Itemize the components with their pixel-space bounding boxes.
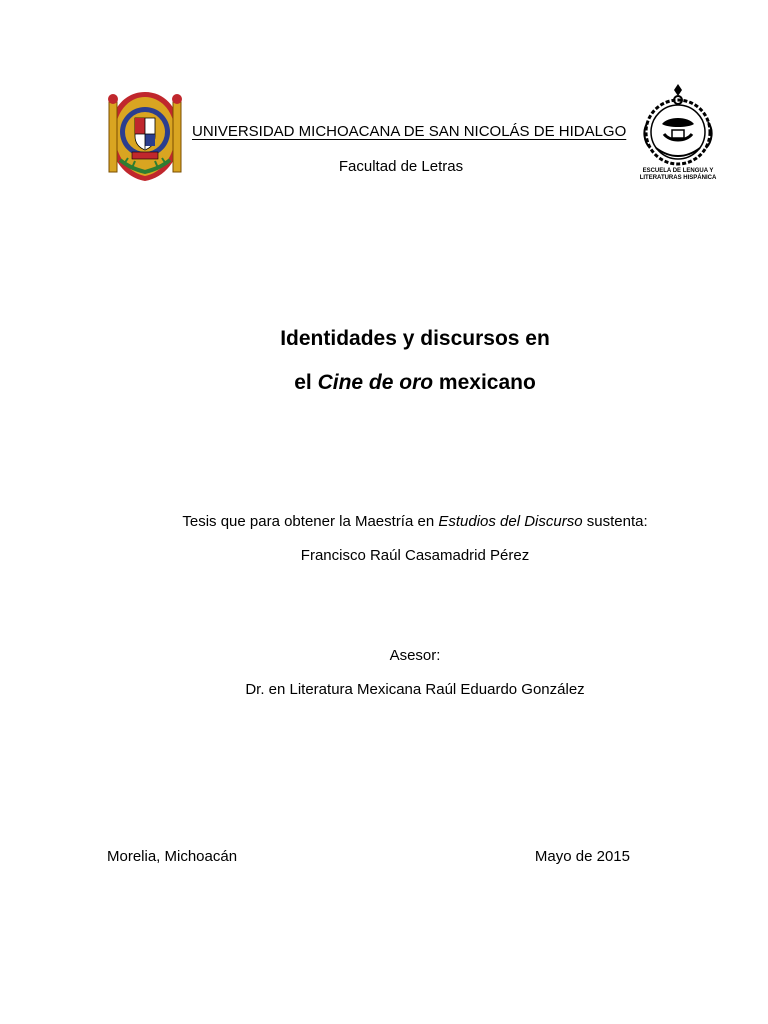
title-line2-italic: Cine de oro — [317, 371, 434, 394]
university-crest-icon — [104, 88, 186, 184]
title-line2-post: mexicano — [433, 371, 536, 394]
seal-caption-line1: ESCUELA DE LENGUA Y — [642, 168, 714, 174]
thesis-statement-pre: Tesis que para obtener la Maestría en — [182, 513, 439, 530]
author-name: Francisco Raúl Casamadrid Pérez — [300, 547, 530, 564]
thesis-statement-italic: Estudios del Discurso — [438, 513, 583, 530]
faculty-name: Facultad de Letras — [338, 158, 464, 175]
advisor-label: Asesor: — [389, 647, 441, 664]
school-seal-icon — [636, 82, 720, 182]
seal-caption-line2: LITERATURAS HISPÁNICA — [639, 175, 717, 181]
advisor-name: Dr. en Literatura Mexicana Raúl Eduardo González — [245, 681, 585, 698]
place: Morelia, Michoacán — [107, 848, 238, 865]
thesis-statement — [0, 513, 768, 530]
thesis-title-line-2 — [0, 371, 768, 395]
title-line2-pre: el — [294, 371, 318, 394]
date: Mayo de 2015 — [534, 848, 630, 865]
thesis-title-line-1: Identidades y discursos en — [280, 327, 550, 350]
thesis-statement-post: sustenta: — [582, 513, 648, 530]
university-name: UNIVERSIDAD MICHOACANA DE SAN NICOLÁS DE HIDALGO — [192, 123, 627, 140]
